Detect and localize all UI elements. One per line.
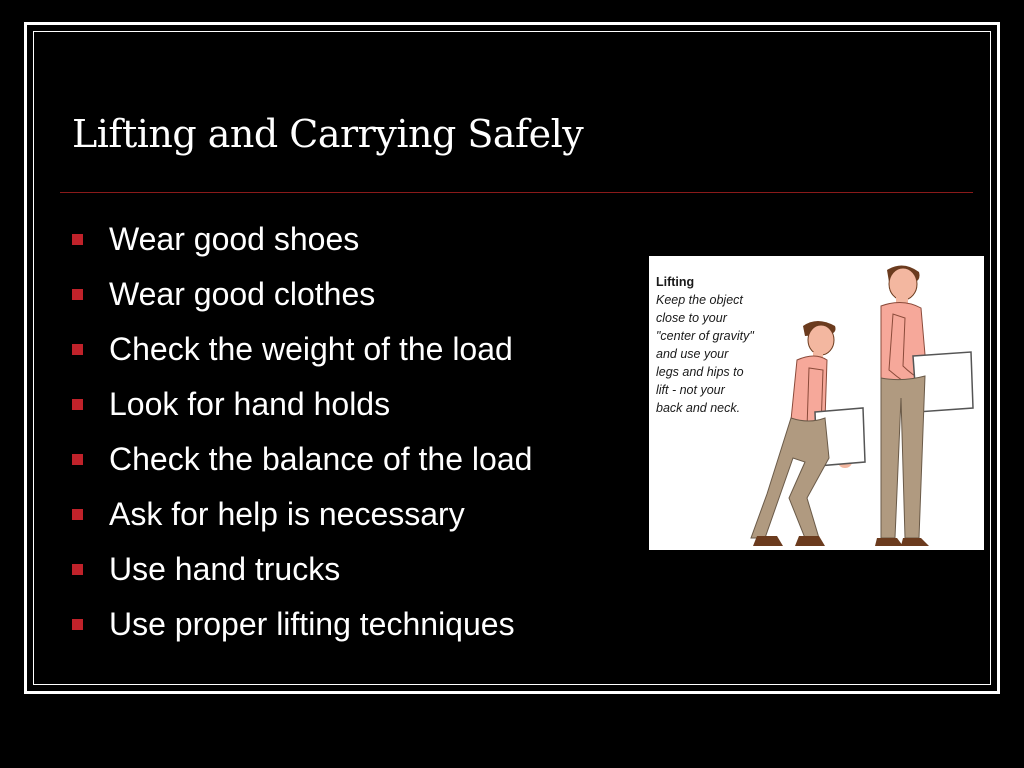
title-divider (60, 192, 973, 193)
bullet-text: Check the weight of the load (109, 331, 513, 367)
caption-line: "center of gravity" (656, 329, 754, 343)
bullet-item (72, 322, 532, 377)
bullet-text: Wear good shoes (109, 221, 360, 257)
bullet-item (72, 377, 532, 432)
bullet-item (72, 267, 532, 322)
bullet-list (72, 212, 532, 652)
bullet-item (72, 487, 532, 542)
lifting-illustration (649, 256, 984, 550)
slide-title: Lifting and Carrying Safely (72, 112, 584, 156)
caption-line: back and neck. (656, 401, 741, 415)
bullet-square-icon (72, 344, 83, 355)
bullet-text: Ask for help is necessary (109, 496, 465, 532)
bullet-text: Look for hand holds (109, 386, 391, 422)
bullet-text: Use hand trucks (109, 551, 341, 587)
bullet-text: Check the balance of the load (109, 441, 533, 477)
caption-line: Keep the object (656, 293, 743, 307)
bullet-item (72, 542, 532, 597)
bullet-square-icon (72, 234, 83, 245)
bullet-item (72, 597, 532, 652)
bullet-square-icon (72, 454, 83, 465)
bullet-square-icon (72, 564, 83, 575)
caption-line: legs and hips to (656, 365, 744, 379)
bullet-item (72, 212, 532, 267)
bullet-text: Use proper lifting techniques (109, 606, 515, 642)
bullet-item (72, 432, 532, 487)
bullet-square-icon (72, 509, 83, 520)
illustration-caption (656, 273, 754, 417)
caption-title: Lifting (656, 275, 695, 289)
bullet-square-icon (72, 289, 83, 300)
bullet-square-icon (72, 619, 83, 630)
caption-line: close to your (656, 311, 727, 325)
bullet-text: Wear good clothes (109, 276, 376, 312)
bullet-square-icon (72, 399, 83, 410)
caption-line: lift - not your (656, 383, 725, 397)
caption-line: and use your (656, 347, 729, 361)
